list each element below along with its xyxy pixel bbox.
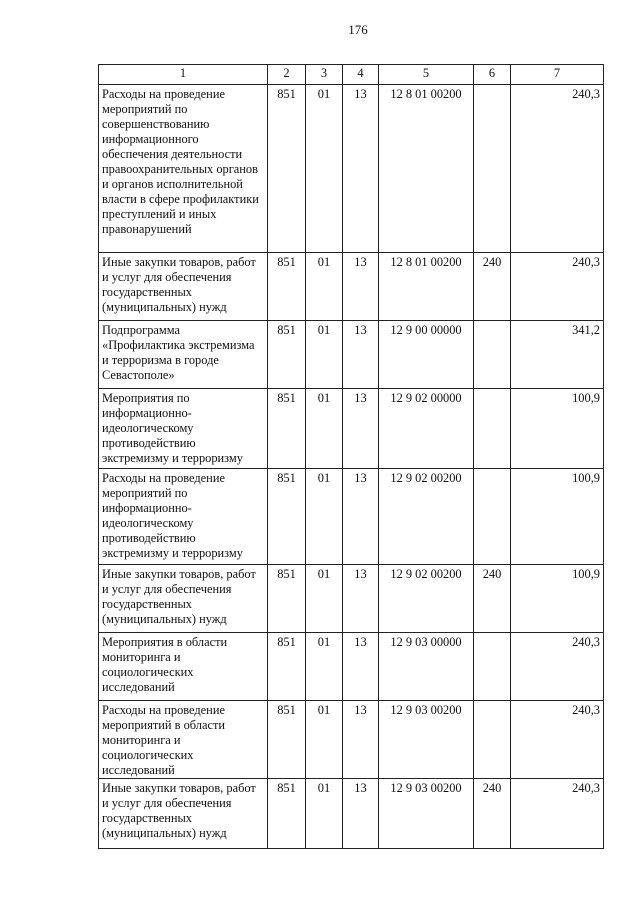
row-section: 01 — [306, 321, 343, 389]
row-target-article: 12 9 03 00200 — [379, 779, 474, 849]
row-target-article: 12 8 01 00200 — [379, 253, 474, 321]
row-name: Иные закупки товаров, работ и услуг для обеспечения государственных (муниципальных) нужд — [99, 253, 268, 321]
row-name: Расходы на проведение мероприятий в области мониторинга и социологических исследований — [99, 701, 268, 779]
table-row — [99, 85, 604, 253]
row-target-article: 12 9 00 00000 — [379, 321, 474, 389]
row-subsection: 13 — [343, 779, 379, 849]
table-row — [99, 389, 604, 469]
row-expense-type — [474, 321, 511, 389]
header-cell-6: 6 — [474, 65, 511, 85]
row-name: Расходы на проведение мероприятий по совершенствованию информационного обеспечения деятельности правоохранительных органов и органов исполнительной власти в сфере профилактики преступлений и иных правонарушений — [99, 85, 268, 253]
header-cell-4: 4 — [343, 65, 379, 85]
table-row — [99, 701, 604, 779]
row-target-article: 12 9 02 00200 — [379, 565, 474, 633]
row-name: Мероприятия по информационно-идеологическому противодействию экстремизму и терроризму — [99, 389, 268, 469]
row-admin-code: 851 — [268, 565, 306, 633]
header-cell-2: 2 — [268, 65, 306, 85]
row-amount: 240,3 — [511, 253, 604, 321]
budget-table — [98, 64, 604, 849]
table-row — [99, 779, 604, 849]
header-cell-1: 1 — [99, 65, 268, 85]
row-subsection: 13 — [343, 321, 379, 389]
row-subsection: 13 — [343, 565, 379, 633]
row-subsection: 13 — [343, 701, 379, 779]
table-header-row — [99, 65, 604, 85]
header-cell-5: 5 — [379, 65, 474, 85]
table-row — [99, 633, 604, 701]
row-expense-type: 240 — [474, 779, 511, 849]
row-name: Расходы на проведение мероприятий по информационно-идеологическому противодействию экстремизму и терроризму — [99, 469, 268, 565]
row-admin-code: 851 — [268, 779, 306, 849]
row-target-article: 12 9 03 00200 — [379, 701, 474, 779]
row-amount: 100,9 — [511, 565, 604, 633]
row-name: Подпрограмма «Профилактика экстремизма и терроризма в городе Севастополе» — [99, 321, 268, 389]
header-cell-7: 7 — [511, 65, 604, 85]
table-row — [99, 565, 604, 633]
row-section: 01 — [306, 565, 343, 633]
row-amount: 100,9 — [511, 469, 604, 565]
row-expense-type — [474, 85, 511, 253]
row-section: 01 — [306, 701, 343, 779]
row-target-article: 12 9 03 00000 — [379, 633, 474, 701]
row-admin-code: 851 — [268, 633, 306, 701]
row-amount: 240,3 — [511, 633, 604, 701]
row-expense-type: 240 — [474, 565, 511, 633]
row-name: Иные закупки товаров, работ и услуг для обеспечения государственных (муниципальных) нужд — [99, 779, 268, 849]
row-amount: 341,2 — [511, 321, 604, 389]
row-admin-code: 851 — [268, 321, 306, 389]
table-row — [99, 253, 604, 321]
row-target-article: 12 9 02 00200 — [379, 469, 474, 565]
row-expense-type: 240 — [474, 253, 511, 321]
row-amount: 100,9 — [511, 389, 604, 469]
row-expense-type — [474, 701, 511, 779]
page-number: 176 — [348, 22, 368, 37]
row-subsection: 13 — [343, 389, 379, 469]
row-expense-type — [474, 389, 511, 469]
row-admin-code: 851 — [268, 253, 306, 321]
row-expense-type — [474, 469, 511, 565]
row-target-article: 12 8 01 00200 — [379, 85, 474, 253]
row-expense-type — [474, 633, 511, 701]
row-section: 01 — [306, 469, 343, 565]
row-amount: 240,3 — [511, 701, 604, 779]
row-admin-code: 851 — [268, 469, 306, 565]
row-subsection: 13 — [343, 633, 379, 701]
row-amount: 240,3 — [511, 85, 604, 253]
row-section: 01 — [306, 389, 343, 469]
row-admin-code: 851 — [268, 85, 306, 253]
row-name: Мероприятия в области мониторинга и социологических исследований — [99, 633, 268, 701]
table-row — [99, 321, 604, 389]
table-row — [99, 469, 604, 565]
row-amount: 240,3 — [511, 779, 604, 849]
row-name: Иные закупки товаров, работ и услуг для обеспечения государственных (муниципальных) нужд — [99, 565, 268, 633]
row-admin-code: 851 — [268, 389, 306, 469]
row-subsection: 13 — [343, 469, 379, 565]
row-admin-code: 851 — [268, 701, 306, 779]
row-section: 01 — [306, 779, 343, 849]
header-cell-3: 3 — [306, 65, 343, 85]
row-target-article: 12 9 02 00000 — [379, 389, 474, 469]
row-section: 01 — [306, 85, 343, 253]
row-section: 01 — [306, 253, 343, 321]
row-section: 01 — [306, 633, 343, 701]
row-subsection: 13 — [343, 253, 379, 321]
row-subsection: 13 — [343, 85, 379, 253]
